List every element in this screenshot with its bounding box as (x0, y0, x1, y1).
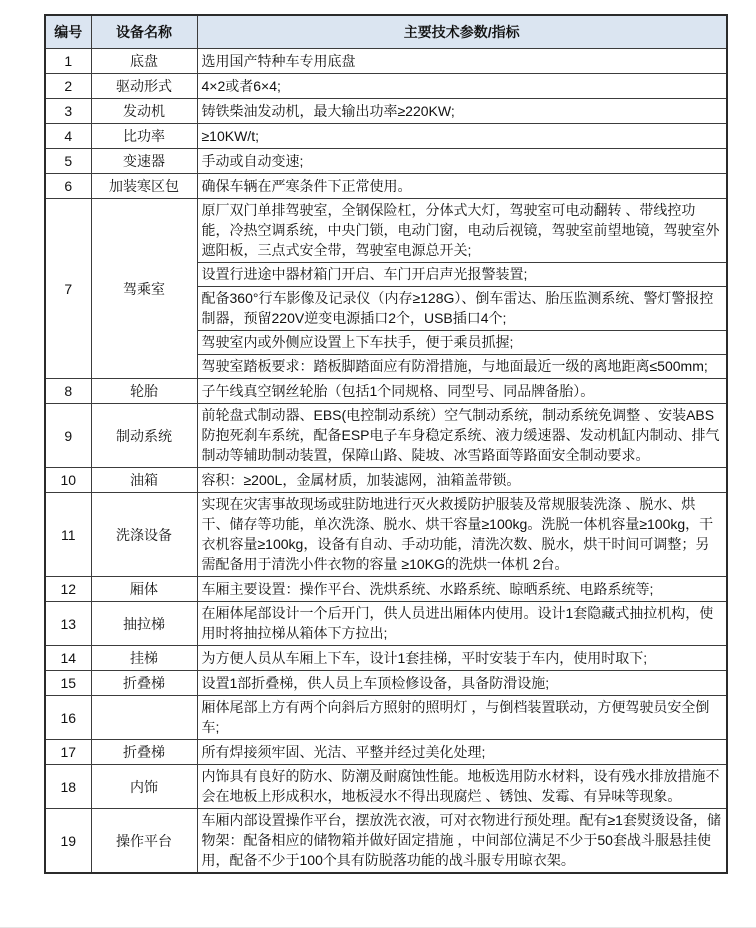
table-row (45, 696, 727, 740)
row-number-cell: 5 (45, 149, 91, 174)
table-row (45, 602, 727, 646)
spec-cell: 子午线真空钢丝轮胎（包括1个同规格、同型号、同品牌备胎）。 (197, 379, 727, 404)
equipment-name-cell: 变速器 (91, 149, 197, 174)
header-equipment: 设备名称 (91, 15, 197, 49)
table-row (45, 646, 727, 671)
row-number-cell: 17 (45, 740, 91, 765)
spec-cell: 原厂双门单排驾驶室，全钢保险杠，分体式大灯，驾驶室可电动翻转 、带线控功能，冷热空调系统，中央门锁，电动门窗，电动后视镜，驾驶室前望地镜，驾驶室外遮阳板，三点式安全带，驾驶室电源总开关; (197, 199, 727, 263)
spec-cell: ≥10KW/t; (197, 124, 727, 149)
spec-cell: 为方便人员从车厢上下车，设计1套挂梯，平时安装于车内，使用时取下; (197, 646, 727, 671)
spec-cell: 设置1部折叠梯，供人员上车顶检修设备，具备防滑设施; (197, 671, 727, 696)
spec-cell: 设置行进途中器材箱门开启、车门开启声光报警装置; (197, 263, 727, 287)
row-number-cell: 10 (45, 468, 91, 493)
row-number-cell: 19 (45, 809, 91, 874)
table-row (45, 809, 727, 874)
equipment-name-cell: 折叠梯 (91, 671, 197, 696)
spec-cell: 驾驶室踏板要求：踏板脚踏面应有防滑措施，与地面最近一级的离地距离≤500mm; (197, 355, 727, 379)
spec-cell: 所有焊接须牢固、光洁、平整并经过美化处理; (197, 740, 727, 765)
spec-cell: 铸铁柴油发动机，最大输出功率≥220KW; (197, 99, 727, 124)
spec-cell: 在厢体尾部设计一个后开门，供人员进出厢体内使用。设计1套隐藏式抽拉机构，使用时将抽拉梯从箱体下方拉出; (197, 602, 727, 646)
spec-cell: 前轮盘式制动器、EBS(电控制动系统）空气制动系统，制动系统免调整 、安装ABS防抱死刹车系统，配备ESP电子车身稳定系统、液力缓速器、发动机缸内制动、排气制动等辅助制动装置，保障山路、陡坡、冰雪路面等路面安全制动要求。 (197, 404, 727, 468)
row-number-cell: 6 (45, 174, 91, 199)
table-row (45, 124, 727, 149)
equipment-name-cell: 比功率 (91, 124, 197, 149)
equipment-name-cell: 发动机 (91, 99, 197, 124)
spec-cell: 4×2或者6×4; (197, 74, 727, 99)
table-row (45, 493, 727, 577)
table-row (45, 74, 727, 99)
spec-cell: 手动或自动变速; (197, 149, 727, 174)
table-header-row (45, 15, 727, 49)
header-specs: 主要技术参数/指标 (197, 15, 727, 49)
equipment-name-cell: 底盘 (91, 49, 197, 74)
equipment-name-cell: 厢体 (91, 577, 197, 602)
spec-cell: 配备360°行车影像及记录仪（内存≥128G）、倒车雷达、胎压监测系统、警灯警报控制器，预留220V逆变电源插口2个，USB插口4个; (197, 287, 727, 331)
row-number-cell: 12 (45, 577, 91, 602)
spec-cell: 内饰具有良好的防水、防潮及耐腐蚀性能。地板选用防水材料，设有残水排放措施不会在地板上形成积水，地板浸水不得出现腐烂 、锈蚀、发霉、有异味等现象。 (197, 765, 727, 809)
spec-table-body (45, 49, 727, 874)
equipment-name-cell: 操作平台 (91, 809, 197, 874)
equipment-name-cell: 制动系统 (91, 404, 197, 468)
spec-cell: 实现在灾害事故现场或驻防地进行灭火救援防护服装及常规服装洗涤 、脱水、烘干、储存等功能，单次洗涤、脱水、烘干容量≥100kg。洗脱一体机容量≥100kg，干衣机容量≥100kg，设备有自动、手动功能，清洗次数、脱水，烘干时间可调整；另需配备用于清洗小件衣物的容量 ≥10KG的洗烘一体机 2台。 (197, 493, 727, 577)
table-row (45, 740, 727, 765)
row-number-cell: 11 (45, 493, 91, 577)
table-row (45, 577, 727, 602)
table-row (45, 468, 727, 493)
row-number-cell: 1 (45, 49, 91, 74)
row-number-cell: 7 (45, 199, 91, 379)
table-row (45, 174, 727, 199)
equipment-name-cell: 折叠梯 (91, 740, 197, 765)
row-number-cell: 18 (45, 765, 91, 809)
row-number-cell: 8 (45, 379, 91, 404)
equipment-name-cell: 挂梯 (91, 646, 197, 671)
table-row (45, 99, 727, 124)
table-row (45, 671, 727, 696)
row-number-cell: 16 (45, 696, 91, 740)
equipment-name-cell (91, 696, 197, 740)
spec-cell: 厢体尾部上方有两个向斜后方照射的照明灯 ，与倒档装置联动，方便驾驶员安全倒车; (197, 696, 727, 740)
row-number-cell: 13 (45, 602, 91, 646)
row-number-cell: 9 (45, 404, 91, 468)
table-row (45, 199, 727, 263)
table-row (45, 49, 727, 74)
spec-cell: 车厢主要设置：操作平台、洗烘系统、水路系统、晾晒系统、电路系统等; (197, 577, 727, 602)
equipment-name-cell: 抽拉梯 (91, 602, 197, 646)
equipment-name-cell: 加装寒区包 (91, 174, 197, 199)
table-row (45, 765, 727, 809)
spec-cell: 选用国产特种车专用底盘 (197, 49, 727, 74)
spec-table-container (44, 14, 728, 874)
equipment-name-cell: 驾乘室 (91, 199, 197, 379)
row-number-cell: 14 (45, 646, 91, 671)
equipment-name-cell: 洗涤设备 (91, 493, 197, 577)
equipment-name-cell: 驱动形式 (91, 74, 197, 99)
spec-cell: 驾驶室内或外侧应设置上下车扶手，便于乘员抓握; (197, 331, 727, 355)
row-number-cell: 3 (45, 99, 91, 124)
equipment-spec-table (44, 14, 728, 874)
spec-cell: 容积：≥200L，金属材质，加装滤网，油箱盖带锁。 (197, 468, 727, 493)
row-number-cell: 4 (45, 124, 91, 149)
row-number-cell: 15 (45, 671, 91, 696)
header-number: 编号 (45, 15, 91, 49)
table-row (45, 404, 727, 468)
spec-cell: 确保车辆在严寒条件下正常使用。 (197, 174, 727, 199)
equipment-name-cell: 轮胎 (91, 379, 197, 404)
row-number-cell: 2 (45, 74, 91, 99)
equipment-name-cell: 内饰 (91, 765, 197, 809)
spec-cell: 车厢内部设置操作平台，摆放洗衣液，可对衣物进行预处理。配有≥1套熨烫设备，储物架：配备相应的储物箱并做好固定措施 ，中间部位满足不少于50套战斗服悬挂使用，配备不少于100个具有防脱落功能的战斗服专用晾衣架。 (197, 809, 727, 874)
table-row (45, 149, 727, 174)
table-row (45, 379, 727, 404)
equipment-name-cell: 油箱 (91, 468, 197, 493)
